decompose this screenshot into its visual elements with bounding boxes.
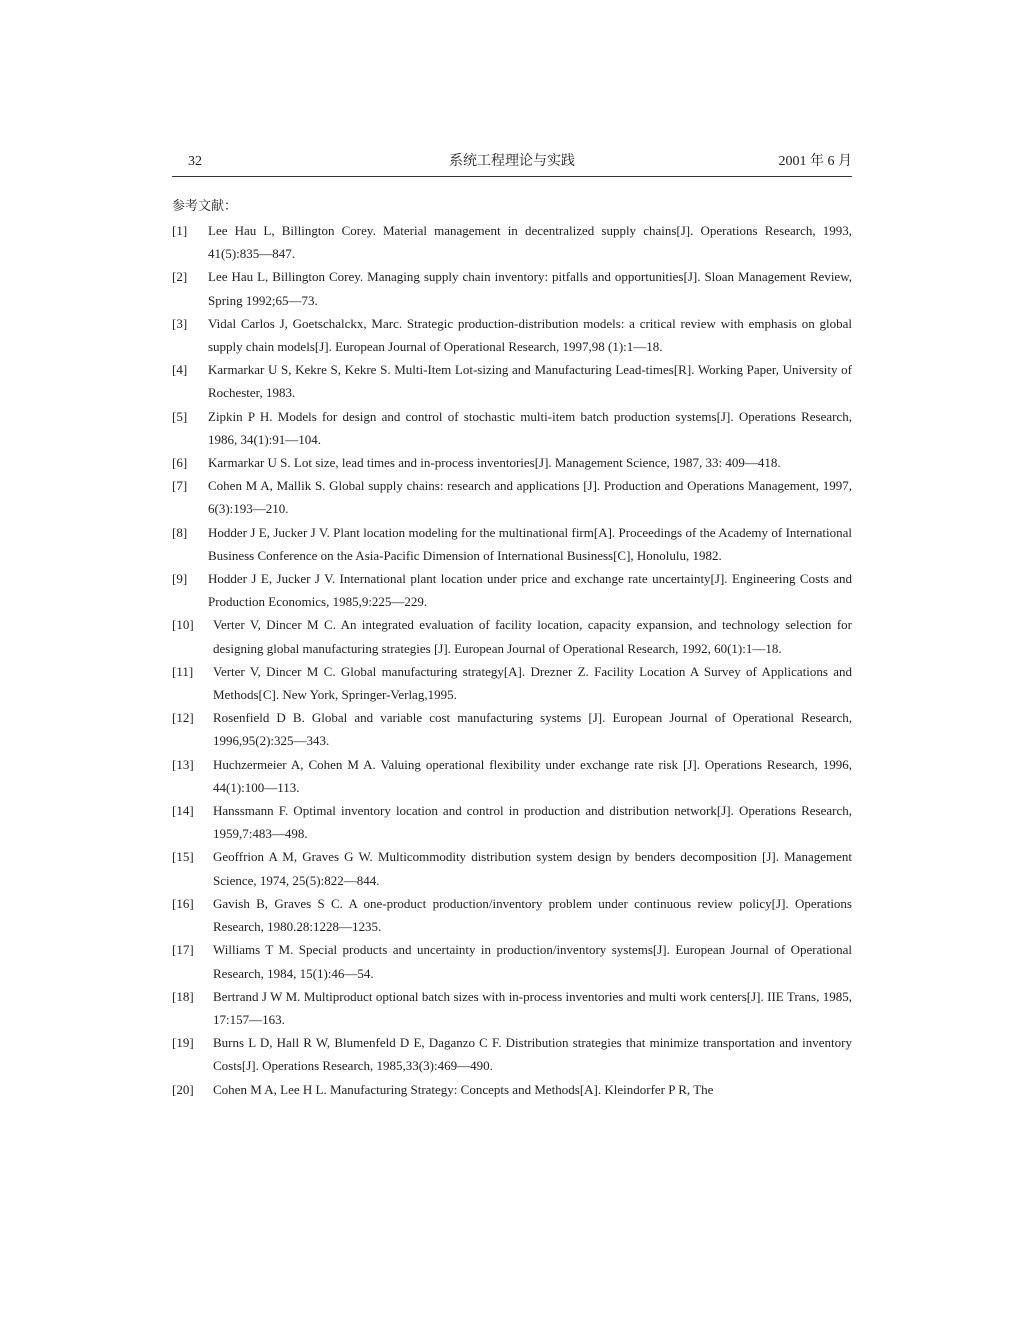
reference-number: [13]	[172, 756, 194, 772]
reference-number: [18]	[172, 988, 194, 1004]
reference-item	[172, 567, 852, 613]
reference-item	[172, 613, 852, 659]
reference-number: [9]	[172, 571, 188, 587]
reference-text: Verter V, Dincer M C. An integrated evaluation of facility location, capacity expansion, and technology selection for designing global manufacturing strategies [J]. European Journal of Operational Research, 1992, 60(1):1—18.	[213, 617, 852, 656]
reference-text: Hanssmann F. Optimal inventory location and control in production and distribution network[J]. Operations Research, 1959,7:483—498.	[213, 803, 852, 842]
reference-text: Williams T M. Special products and uncertainty in production/inventory systems[J]. European Journal of Operational Research, 1984, 15(1):46—54.	[213, 942, 852, 981]
reference-list	[172, 219, 852, 1101]
reference-text: Cohen M A, Mallik S. Global supply chains: research and applications [J]. Production and Operations Management, 1997, 6(3):193—210.	[208, 478, 852, 517]
reference-item	[172, 358, 852, 404]
journal-title: 系统工程理论与实践	[449, 154, 575, 169]
reference-text: Geoffrion A M, Graves G W. Multicommodity distribution system design by benders decomposition [J]. Management Science, 1974, 25(5):822—844.	[213, 849, 852, 888]
reference-item	[172, 892, 852, 938]
reference-number: [15]	[172, 849, 194, 865]
reference-item	[172, 985, 852, 1031]
issue-date: 2001 年 6 月	[778, 154, 852, 169]
reference-item	[172, 312, 852, 358]
references-heading: 参考文献：	[172, 198, 238, 213]
reference-item	[172, 474, 852, 520]
reference-text: Lee Hau L, Billington Corey. Material management in decentralized supply chains[J]. Operations Research, 1993, 41(5):835—847.	[208, 223, 852, 262]
reference-item	[172, 219, 852, 265]
reference-number: [3]	[172, 315, 188, 331]
reference-text: Hodder J E, Jucker J V. International plant location under price and exchange rate uncertainty[J]. Engineering Costs and Production Economics, 1985,9:225—229.	[208, 571, 852, 610]
reference-item	[172, 1031, 852, 1077]
reference-item	[172, 938, 852, 984]
reference-number: [4]	[172, 362, 188, 378]
page-number: 32	[188, 154, 202, 169]
running-header	[172, 150, 852, 177]
reference-number: [5]	[172, 408, 188, 424]
reference-number: [19]	[172, 1035, 194, 1051]
reference-text: Lee Hau L, Billington Corey. Managing supply chain inventory: pitfalls and opportunities[J]. Sloan Management Review, Spring 1992;65—73.	[208, 269, 852, 308]
reference-number: [6]	[172, 455, 188, 471]
reference-text: Burns L D, Hall R W, Blumenfeld D E, Daganzo C F. Distribution strategies that minimize transportation and inventory Costs[J]. Operations Research, 1985,33(3):469—490.	[213, 1035, 852, 1074]
reference-text: Karmarkar U S, Kekre S, Kekre S. Multi-Item Lot-sizing and Manufacturing Lead-times[R]. Working Paper, University of Rochester, 1983.	[208, 362, 852, 401]
reference-item	[172, 1078, 852, 1101]
reference-number: [12]	[172, 710, 194, 726]
reference-number: [20]	[172, 1081, 194, 1097]
reference-text: Zipkin P H. Models for design and control of stochastic multi-item batch production systems[J]. Operations Research, 1986, 34(1):91—104.	[208, 408, 852, 447]
reference-item	[172, 451, 852, 474]
reference-text: Cohen M A, Lee H L. Manufacturing Strategy: Concepts and Methods[A]. Kleindorfer P R, The	[213, 1081, 714, 1097]
reference-text: Bertrand J W M. Multiproduct optional batch sizes with in-process inventories and multi work centers[J]. IIE Trans, 1985, 17:157—163.	[213, 988, 852, 1027]
reference-number: [2]	[172, 269, 188, 285]
reference-text: Hodder J E, Jucker J V. Plant location modeling for the multinational firm[A]. Proceedings of the Academy of International Business Conference on the Asia-Pacific Dimension of International Business[C], Honolulu, 1982.	[208, 524, 852, 563]
reference-item	[172, 706, 852, 752]
reference-text: Verter V, Dincer M C. Global manufacturing strategy[A]. Drezner Z. Facility Location A Survey of Applications and Methods[C]. New York, Springer-Verlag,1995.	[213, 663, 852, 703]
reference-number: [1]	[172, 223, 188, 238]
reference-number: [14]	[172, 803, 194, 819]
reference-item	[172, 799, 852, 845]
reference-text: Gavish B, Graves S C. A one-product production/inventory problem under continuous review policy[J]. Operations Research, 1980.28:1228—1235.	[213, 895, 852, 935]
reference-text: Vidal Carlos J, Goetschalckx, Marc. Strategic production-distribution models: a critical review with emphasis on global supply chain models[J]. European Journal of Operational Research, 1997,98 (1):1—18.	[208, 315, 852, 355]
reference-text: Rosenfield D B. Global and variable cost manufacturing systems [J]. European Journal of Operational Research, 1996,95(2):325—343.	[213, 710, 852, 749]
reference-text: Huchzermeier A, Cohen M A. Valuing operational flexibility under exchange rate risk [J]. Operations Research, 1996, 44(1):100—113.	[213, 756, 852, 795]
reference-item	[172, 753, 852, 799]
reference-number: [10]	[172, 617, 194, 633]
reference-item	[172, 265, 852, 311]
reference-number: [7]	[172, 478, 188, 494]
reference-number: [8]	[172, 524, 188, 540]
reference-text: Karmarkar U S. Lot size, lead times and in-process inventories[J]. Management Science, 1987, 33: 409—418.	[208, 455, 781, 471]
reference-item	[172, 405, 852, 451]
reference-number: [11]	[172, 663, 194, 679]
reference-number: [17]	[172, 942, 194, 958]
reference-number: [16]	[172, 895, 194, 911]
reference-item	[172, 660, 852, 706]
reference-item	[172, 521, 852, 567]
reference-item	[172, 845, 852, 891]
